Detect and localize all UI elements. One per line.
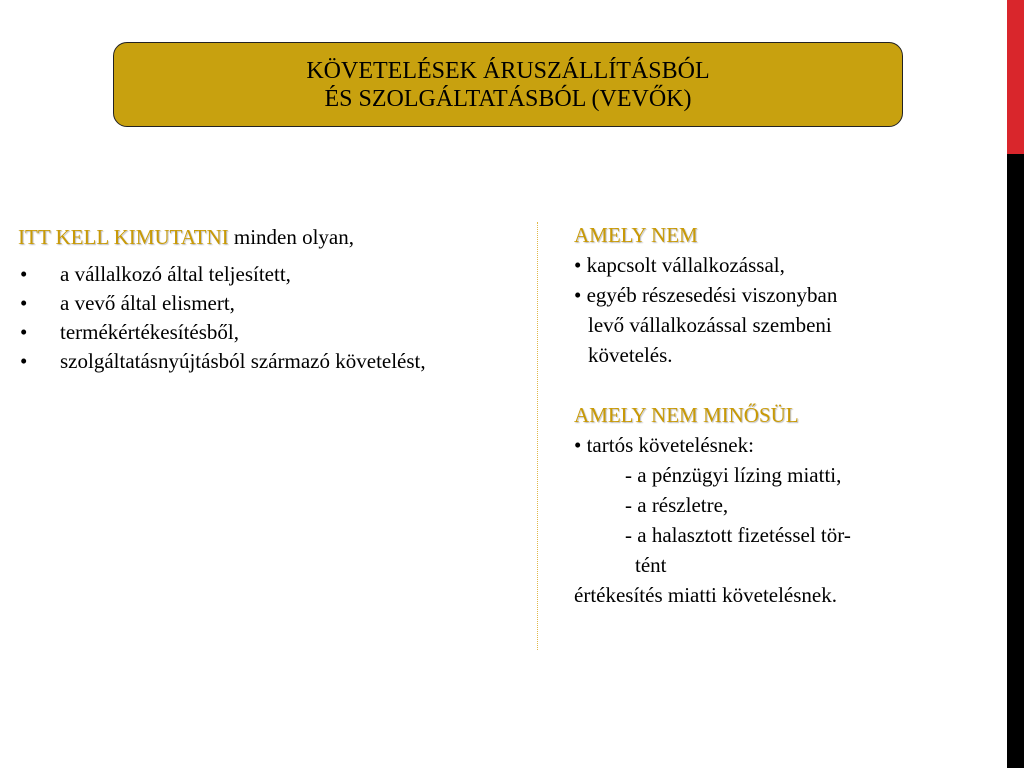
- list-item: [18, 347, 518, 376]
- right-closing-line: értékesítés miatti követelésnek.: [574, 583, 837, 607]
- bullet-icon: •: [20, 349, 28, 373]
- left-intro-text: minden olyan,: [228, 225, 355, 249]
- list-item: [18, 318, 518, 347]
- right-continuation-line: követelés.: [588, 343, 673, 367]
- left-bullet-list: [18, 260, 518, 376]
- right-bullet-line: • tartós követelésnek:: [574, 433, 754, 457]
- right-heading-amely-nem-minosul: AMELY NEM MINŐSÜL: [574, 403, 799, 427]
- side-stripe-red: [1007, 0, 1024, 154]
- list-item-text: a vevő által elismert,: [60, 291, 235, 315]
- right-column: [574, 220, 994, 610]
- bullet-icon: •: [20, 291, 28, 315]
- right-continuation-line: levő vállalkozással szembeni: [588, 313, 832, 337]
- right-sub-line: - a pénzügyi lízing miatti,: [625, 463, 842, 487]
- spacer: [574, 370, 994, 400]
- list-item: [18, 260, 518, 289]
- list-item: [18, 289, 518, 318]
- list-item-text: szolgáltatásnyújtásból származó követelést,: [60, 349, 426, 373]
- side-stripe-black: [1007, 154, 1024, 768]
- bullet-icon: •: [20, 262, 28, 286]
- slide-title-box: [113, 42, 903, 127]
- list-item-text: termékértékesítésből,: [60, 320, 240, 344]
- right-bullet-line: • kapcsolt vállalkozással,: [574, 253, 785, 277]
- bullet-icon: •: [20, 320, 28, 344]
- slide-title-line-2: ÉS SZOLGÁLTATÁSBÓL (VEVŐK): [324, 85, 692, 112]
- right-heading-amely-nem: AMELY NEM: [574, 223, 698, 247]
- left-column: [18, 222, 518, 376]
- right-sub-line: - a halasztott fizetéssel tör-: [625, 523, 851, 547]
- left-highlight: ITT KELL KIMUTATNI: [18, 225, 229, 249]
- slide-title-line-1: KÖVETELÉSEK ÁRUSZÁLLÍTÁSBÓL: [306, 57, 710, 84]
- column-divider: [537, 222, 538, 650]
- list-item-text: a vállalkozó által teljesített,: [60, 262, 291, 286]
- right-sub-continuation: tént: [635, 553, 667, 577]
- left-intro: [18, 222, 518, 252]
- right-sub-line: - a részletre,: [625, 493, 729, 517]
- right-bullet-line: • egyéb részesedési viszonyban: [574, 283, 838, 307]
